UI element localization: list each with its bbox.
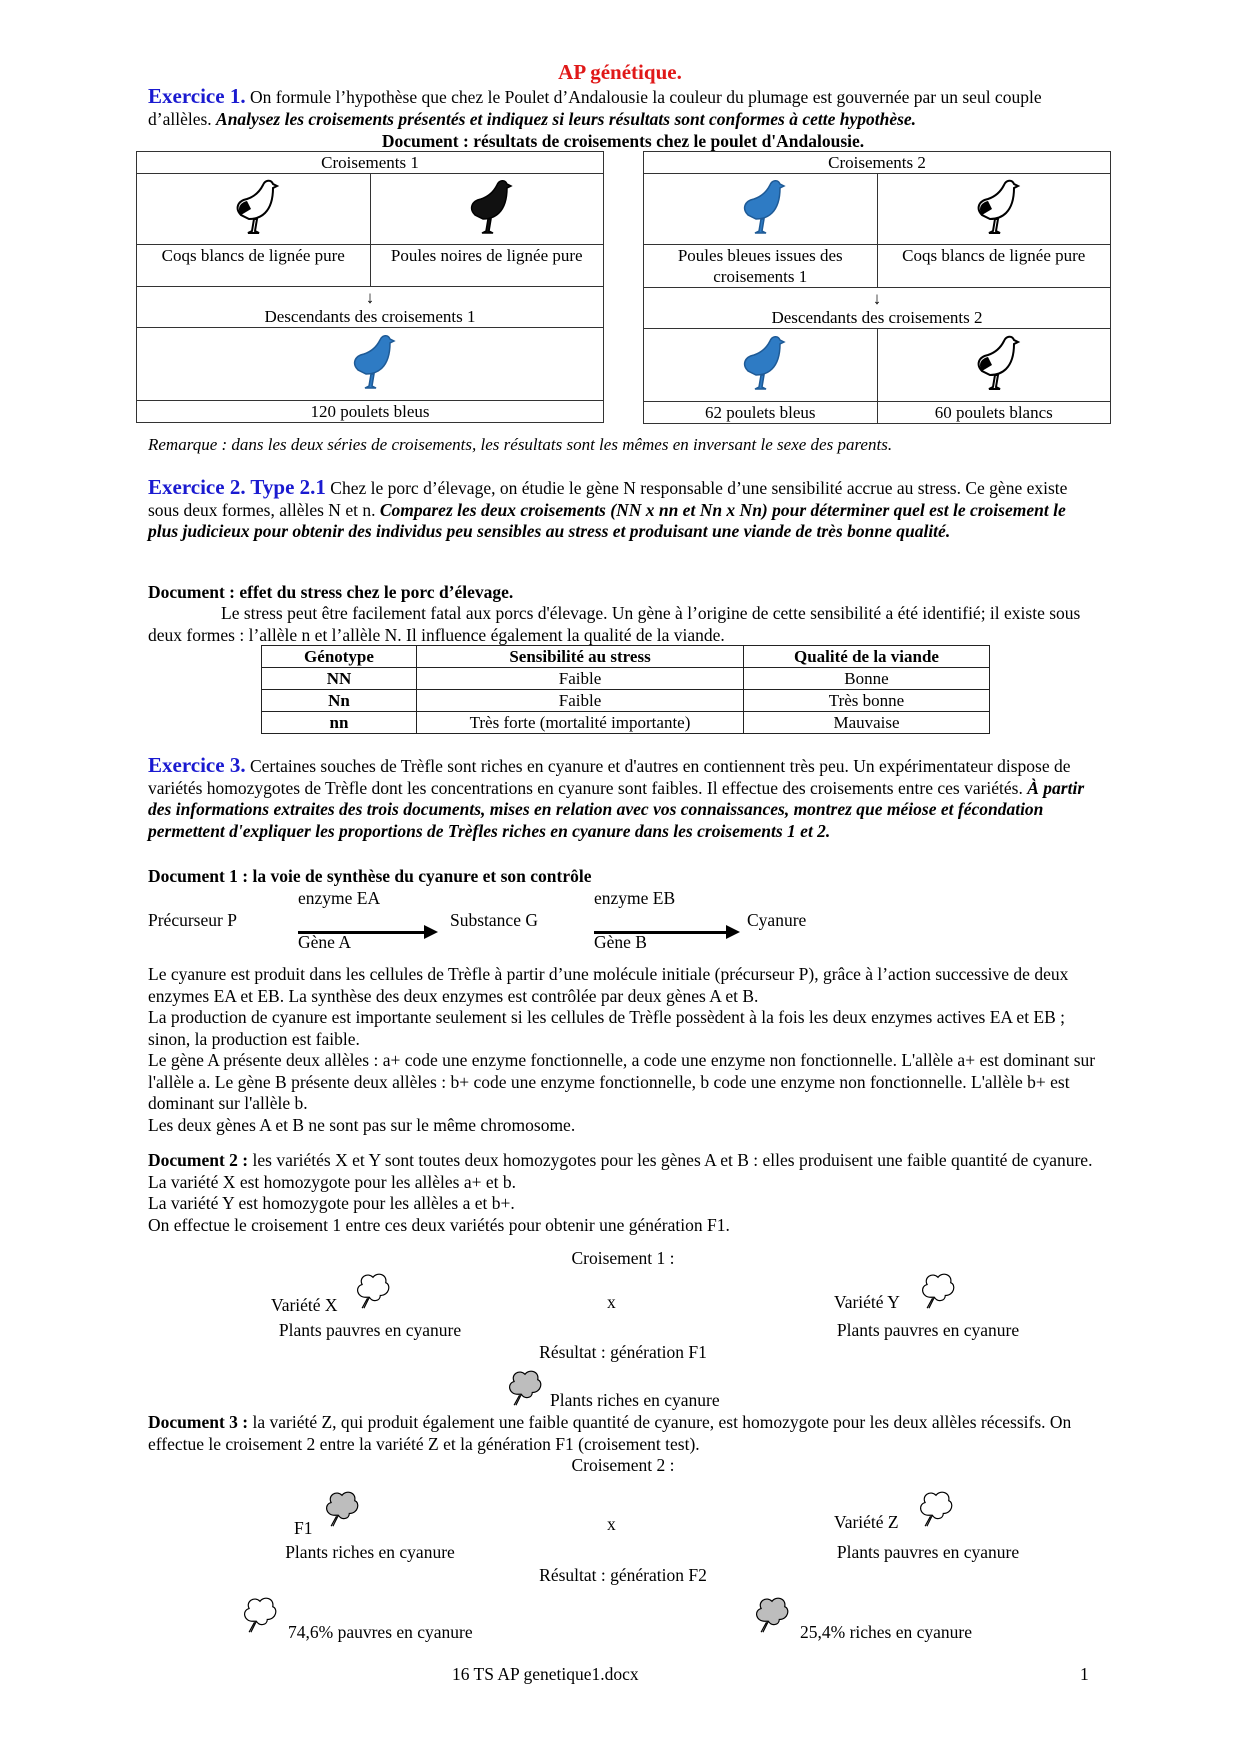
- exercise-3-text: Certaines souches de Trèfle sont riches en cyanure et d'autres en contiennent très peu. Un expérimentateur dispose de variétés homozygotes de Trèfle dont les concentrations en cyanure sont faibles. Il effectue des croisements entre ces variétés.: [148, 756, 1071, 798]
- cross-2-parent-1-image: [644, 174, 878, 245]
- variety-z-label: Variété Z: [834, 1512, 899, 1532]
- document-1-paragraph: Le cyanure est produit dans les cellules de Trèfle à partir d’une molécule initiale (précurseur P), grâce à l’action successive de deux enzymes EA et EB. La synthèse des deux enzymes est contrôlée par deux gènes A et B.: [148, 964, 1069, 1006]
- page-title: AP génétique.: [558, 60, 682, 84]
- down-arrow-icon: ↓: [872, 289, 882, 308]
- exercise-1-heading: Exercice 1.: [148, 84, 246, 108]
- cross-2-result-1-image: [644, 329, 878, 402]
- arrow-b-head-icon: [726, 925, 740, 939]
- clover-rich-icon: [322, 1486, 362, 1530]
- cross-1-times-symbol: x: [607, 1292, 616, 1312]
- exercise-3-intro: [148, 755, 1098, 842]
- exercise-1-text: On formule l’hypothèse que chez le Poulet d’Andalousie la couleur du plumage est gouvernée par un seul couple d’allèles.: [148, 87, 1042, 129]
- cross-2-times-symbol: x: [607, 1514, 616, 1534]
- variety-x-label: Variété X: [271, 1295, 338, 1315]
- exercise-2-intro: [148, 477, 1098, 543]
- exercise-1-instruction: Analysez les croisements présentés et indiquez si leurs résultats sont conformes à cette hypothèse.: [216, 108, 917, 129]
- document-2-label: Document 2 :: [148, 1150, 249, 1170]
- white-rooster-icon: [221, 175, 285, 239]
- document-2-line: La variété Y est homozygote pour les allèles a et b+.: [148, 1193, 515, 1213]
- cyanide-label: Cyanure: [747, 910, 807, 930]
- document-2-intro: les variétés X et Y sont toutes deux homozygotes pour les gènes A et B : elles produisent une faible quantité de cyanure.: [248, 1150, 1093, 1170]
- clover-rich-icon: [752, 1592, 792, 1636]
- cross-1-descendants-label: Descendants des croisements 1: [264, 307, 476, 326]
- cross-1-parent-1-image: [137, 174, 371, 245]
- document-1-text: [148, 964, 1098, 1136]
- document-1-paragraph: Les deux gènes A et B ne sont pas sur le même chromosome.: [148, 1114, 576, 1135]
- document-1-title: Document 1 : la voie de synthèse du cyanure et son contrôle: [148, 866, 592, 886]
- exercise-2-document-text: Le stress peut être facilement fatal aux porcs d'élevage. Un gène à l’origine de cette sensibilité a été identifié; il existe sous deux formes : l’allèle n et l’allèle N. Il influence également la qualité de la viande.: [148, 603, 1081, 645]
- arrow-a-head-icon: [424, 925, 438, 939]
- cross-table-2: [643, 151, 1111, 424]
- cross-2-result-2-image: [877, 329, 1111, 402]
- enzyme-ea-label: enzyme EA: [298, 888, 381, 908]
- white-rooster-icon: [962, 175, 1026, 239]
- clover-poor-icon: [353, 1268, 393, 1312]
- quality-cell: Très bonne: [744, 690, 990, 712]
- document-1-paragraph: La production de cyanure est importante seulement si les cellules de Trèfle possèdent à la fois les deux enzymes actives EA et EB ; sinon, la production est faible.: [148, 1007, 1066, 1049]
- blue-hen-icon: [728, 175, 792, 239]
- cross-table-1: [136, 151, 604, 423]
- cross-2-result-title: Résultat : génération F2: [539, 1565, 707, 1585]
- document-2-line: La variété X est homozygote pour les allèles a+ et b.: [148, 1171, 517, 1192]
- exercise-1-intro: [148, 86, 1098, 130]
- sensitivity-cell: Faible: [417, 690, 744, 712]
- sensitivity-cell: Faible: [417, 668, 744, 690]
- cross-1-header: Croisements 1: [137, 152, 604, 174]
- footer-page-number: 1: [1080, 1664, 1089, 1684]
- exercise-3-heading: Exercice 3.: [148, 753, 246, 777]
- cross-1-result-image: [137, 328, 604, 401]
- cross-1-result-description: Plants riches en cyanure: [550, 1390, 720, 1410]
- cross-2-descendants-label: Descendants des croisements 2: [771, 308, 983, 327]
- exercise-1-document-title: Document : résultats de croisements chez le poulet d'Andalousie.: [381, 131, 865, 151]
- stress-table-header-sensitivity: Sensibilité au stress: [417, 646, 744, 668]
- exercise-2-text: Chez le porc d’élevage, on étudie le gène N responsable d’une sensibilité accrue au stress. Ce gène existe sous deux formes, allèles N et n.: [148, 478, 1068, 520]
- cross-2-title: Croisement 2 :: [571, 1455, 675, 1475]
- cross-2-parent-1-label: Poules bleues issues des croisements 1: [644, 245, 878, 288]
- cross-2-parent-2-label: Coqs blancs de lignée pure: [877, 245, 1111, 288]
- white-chicken-icon: [962, 331, 1026, 395]
- blue-chicken-icon: [338, 330, 402, 394]
- clover-rich-icon: [505, 1365, 545, 1409]
- exercise-1-remark: Remarque : dans les deux séries de croisements, les résultats sont les mêmes en inversant le sexe des parents.: [148, 435, 893, 454]
- substance-g-label: Substance G: [450, 910, 538, 930]
- cross-1-result-title: Résultat : génération F1: [539, 1342, 707, 1362]
- quality-cell: Mauvaise: [744, 712, 990, 734]
- variety-x-description: Plants pauvres en cyanure: [278, 1320, 462, 1340]
- cross-1-parent-2-label: Poules noires de lignée pure: [370, 245, 604, 287]
- gene-b-label: Gène B: [594, 932, 647, 952]
- f1-label: F1: [294, 1518, 313, 1538]
- document-1-paragraph: Le gène A présente deux allèles : a+ code une enzyme fonctionnelle, a code une enzyme non fonctionnelle. L'allèle a+ est dominant sur l'allèle a. Le gène B présente deux allèles : b+ code une enzyme fonctionnelle, b code une enzyme non fonctionnelle. L'allèle b+ est dominant sur l'allèle b.: [148, 1050, 1096, 1113]
- document-3-text: [148, 1412, 1098, 1455]
- stress-table-header-quality: Qualité de la viande: [744, 646, 990, 668]
- variety-z-description: Plants pauvres en cyanure: [836, 1542, 1020, 1562]
- document-3-label: Document 3 :: [148, 1412, 249, 1432]
- document-2-line: On effectue le croisement 1 entre ces deux variétés pour obtenir une génération F1.: [148, 1214, 730, 1235]
- down-arrow-icon: ↓: [365, 288, 375, 307]
- cross-2-parent-2-image: [877, 174, 1111, 245]
- clover-poor-icon: [240, 1592, 280, 1636]
- exercise-2-heading: Exercice 2. Type 2.1: [148, 475, 326, 499]
- cross-2-result-2-label: 60 poulets blancs: [877, 402, 1111, 424]
- quality-cell: Bonne: [744, 668, 990, 690]
- sensitivity-cell: Très forte (mortalité importante): [417, 712, 744, 734]
- stress-table-header-genotype: Génotype: [262, 646, 417, 668]
- clover-poor-icon: [918, 1268, 958, 1312]
- precursor-label: Précurseur P: [148, 910, 237, 930]
- genotype-cell: nn: [262, 712, 417, 734]
- table-row: [262, 668, 990, 690]
- cross-2-header: Croisements 2: [644, 152, 1111, 174]
- exercise-3-instruction: À partir des informations extraites des trois documents, mises en relation avec vos connaissances, montrez que méiose et fécondation permettent d'expliquer les proportions de Trèfles riches en cyanure dans les croisements 1 et 2.: [148, 777, 1085, 841]
- blue-chicken-icon: [728, 331, 792, 395]
- variety-y-label: Variété Y: [834, 1292, 900, 1312]
- footer-filename: 16 TS AP genetique1.docx: [452, 1664, 639, 1684]
- cross-2-result-1-label: 62 poulets bleus: [644, 402, 878, 424]
- cross-1-result-label: 120 poulets bleus: [137, 401, 604, 423]
- gene-a-label: Gène A: [298, 932, 351, 952]
- document-3-intro: la variété Z, qui produit également une faible quantité de cyanure, est homozygote pour les deux allèles récessifs. On effectue le croisement 2 entre la variété Z et la génération F1 (croisement test).: [148, 1412, 1072, 1454]
- exercise-2-instruction: Comparez les deux croisements (NN x nn et Nn x Nn) pour déterminer quel est le croisement le plus judicieux pour obtenir des individus peu sensibles au stress et produisant une viande de très bonne qualité.: [148, 499, 1066, 541]
- table-row: [262, 712, 990, 734]
- variety-y-description: Plants pauvres en cyanure: [836, 1320, 1020, 1340]
- document-2-text: [148, 1150, 1098, 1236]
- table-row: [262, 690, 990, 712]
- enzyme-eb-label: enzyme EB: [594, 888, 676, 908]
- cross-1-title: Croisement 1 :: [571, 1248, 675, 1268]
- f2-result-rich: 25,4% riches en cyanure: [800, 1622, 973, 1642]
- black-hen-icon: [455, 175, 519, 239]
- clover-poor-icon: [916, 1486, 956, 1530]
- cross-1-parent-1-label: Coqs blancs de lignée pure: [137, 245, 371, 287]
- f1-description: Plants riches en cyanure: [285, 1542, 455, 1562]
- genotype-cell: Nn: [262, 690, 417, 712]
- f2-result-poor: 74,6% pauvres en cyanure: [288, 1622, 473, 1642]
- exercise-2-document-title: Document : effet du stress chez le porc d’élevage.: [148, 582, 514, 602]
- genotype-cell: NN: [262, 668, 417, 690]
- stress-table: [261, 645, 990, 734]
- cross-1-parent-2-image: [370, 174, 604, 245]
